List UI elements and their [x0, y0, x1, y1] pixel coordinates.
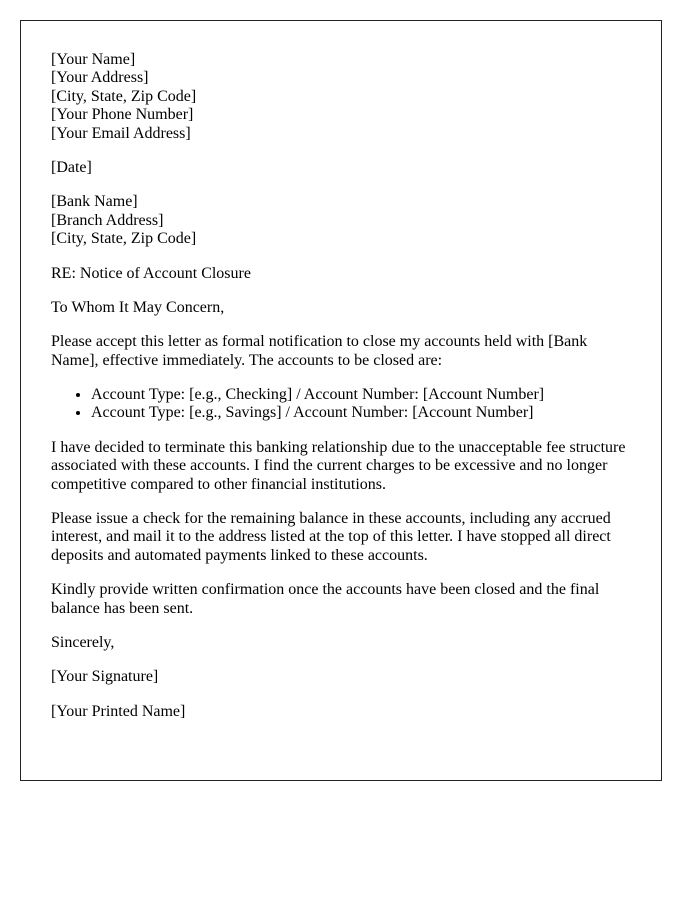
recipient-bank-name: [Bank Name] [51, 193, 138, 211]
printed-name-placeholder: [Your Printed Name] [51, 702, 186, 720]
closing: Sincerely, [51, 633, 115, 651]
sender-address: [Your Address] [51, 69, 149, 87]
signature-placeholder: [Your Signature] [51, 668, 159, 686]
reason-paragraph: I have decided to terminate this banking relationship due to the unacceptable fee structure associated with these accounts. I find the current charges to be excessive and no longer competitive compared to other financial institutions. [51, 438, 626, 493]
letter-document [20, 20, 662, 781]
sender-phone: [Your Phone Number] [51, 106, 194, 124]
recipient-city-state-zip: [City, State, Zip Code] [51, 230, 197, 248]
intro-paragraph: Please accept this letter as formal notification to close my accounts held with [Bank Name], effective immediately. The accounts to be closed are: [51, 333, 588, 369]
recipient-branch-address: [Branch Address] [51, 211, 164, 229]
confirmation-paragraph: Kindly provide written confirmation once the accounts have been closed and the final balance has been sent. [51, 581, 600, 617]
sender-email: [Your Email Address] [51, 124, 191, 142]
sender-name: [Your Name] [51, 51, 136, 68]
sender-city-state-zip: [City, State, Zip Code] [51, 87, 197, 105]
account-item-checking: • Account Type: [e.g., Checking] / Account Number: [Account Number] [91, 386, 631, 404]
date-block [51, 159, 631, 177]
balance-paragraph: Please issue a check for the remaining balance in these accounts, including any accrued interest, and mail it to the address listed at the top of this letter. I have stopped all direct deposits and automated payments linked to these accounts. [51, 510, 611, 564]
account-item-savings: • Account Type: [e.g., Savings] / Account Number: [Account Number] [91, 404, 631, 422]
salutation: To Whom It May Concern, [51, 298, 225, 316]
sender-block [51, 51, 631, 143]
recipient-block [51, 193, 631, 248]
subject-line: RE: Notice of Account Closure [51, 264, 251, 282]
date-line: [Date] [51, 158, 92, 176]
accounts-list [51, 386, 631, 423]
